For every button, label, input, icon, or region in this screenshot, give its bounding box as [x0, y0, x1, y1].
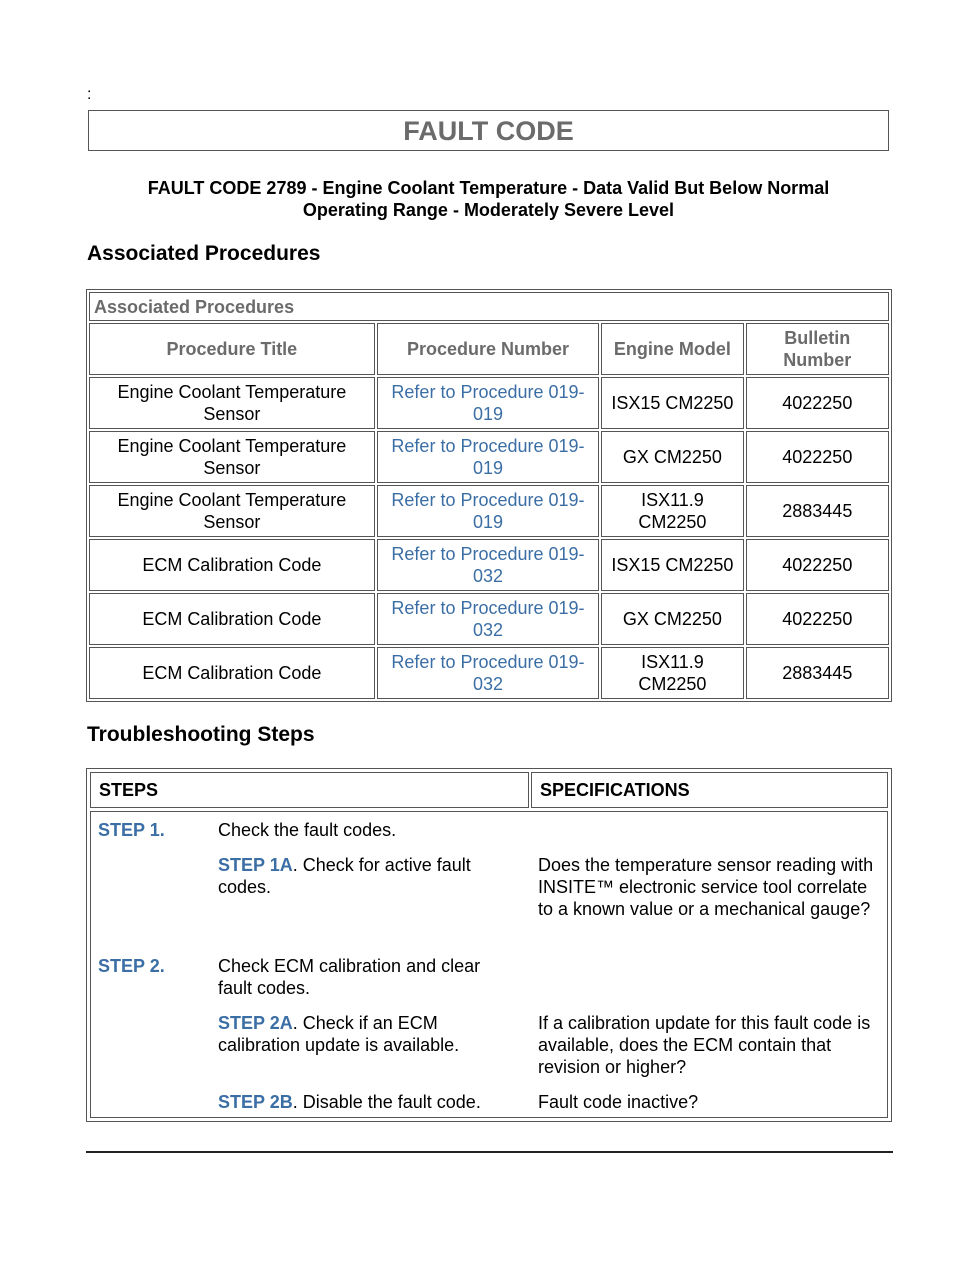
engine-model-cell: ISX15 CM2250	[601, 377, 743, 429]
step-1-text: Check the fault codes.	[218, 820, 397, 840]
troubleshooting-steps-table	[86, 768, 892, 1122]
procedure-title-cell: ECM Calibration Code	[89, 539, 375, 591]
bulletin-number-cell: 4022250	[746, 377, 889, 429]
engine-model-cell: ISX11.9 CM2250	[601, 647, 743, 699]
bulletin-number-cell: 4022250	[746, 431, 889, 483]
procedure-title-cell: Engine Coolant Temperature Sensor	[89, 485, 375, 537]
bulletin-number-cell: 4022250	[746, 593, 889, 645]
step-2b-text: . Disable the fault code.	[292, 1092, 481, 1112]
procedure-link[interactable]: Refer to Procedure 019-032	[377, 539, 600, 591]
engine-model-cell: GX CM2250	[601, 431, 743, 483]
column-header-engine-model: Engine Model	[601, 323, 743, 375]
procedure-title-cell: ECM Calibration Code	[89, 593, 375, 645]
fault-code-banner: FAULT CODE	[88, 110, 889, 151]
step-2b-spec: Fault code inactive?	[538, 1092, 699, 1112]
procedure-link[interactable]: Refer to Procedure 019-032	[377, 647, 600, 699]
step-2a-label[interactable]: STEP 2A	[218, 1013, 293, 1033]
associated-procedures-table	[86, 289, 892, 702]
column-header-bulletin-number: Bulletin Number	[746, 323, 889, 375]
troubleshooting-steps-heading: Troubleshooting Steps	[87, 723, 315, 746]
engine-model-cell: ISX11.9 CM2250	[601, 485, 743, 537]
step-1a-text: . Check for active fault codes.	[218, 855, 471, 897]
procedure-link[interactable]: Refer to Procedure 019-019	[377, 377, 600, 429]
table-row	[89, 593, 889, 645]
bulletin-number-cell: 2883445	[746, 485, 889, 537]
step-2-text: Check ECM calibration and clear fault codes.	[218, 956, 481, 998]
fault-code-title	[88, 177, 889, 221]
step-1a	[218, 854, 518, 898]
fault-code-title-line2: Operating Range - Moderately Severe Level	[302, 200, 675, 220]
top-mark: :	[87, 86, 92, 103]
associated-procedures-heading: Associated Procedures	[87, 242, 321, 265]
steps-body	[90, 811, 888, 1118]
steps-column-header: STEPS	[90, 772, 529, 808]
step-2a	[218, 1012, 518, 1056]
specifications-column-header: SPECIFICATIONS	[531, 772, 888, 808]
engine-model-cell: GX CM2250	[601, 593, 743, 645]
step-2b	[218, 1091, 538, 1113]
procedure-link[interactable]: Refer to Procedure 019-019	[377, 431, 600, 483]
step-1-label[interactable]: STEP 1.	[98, 820, 165, 840]
step-2a-spec: If a calibration update for this fault code is available, does the ECM contain that revision or higher?	[538, 1013, 871, 1077]
procedure-link[interactable]: Refer to Procedure 019-019	[377, 485, 600, 537]
step-1a-spec: Does the temperature sensor reading with INSITE™ electronic service tool correlate to a known value or a mechanical gauge?	[538, 855, 874, 919]
bulletin-number-cell: 4022250	[746, 539, 889, 591]
table-row	[89, 539, 889, 591]
step-2b-label[interactable]: STEP 2B	[218, 1092, 293, 1112]
step-1a-label[interactable]: STEP 1A	[218, 855, 293, 875]
bottom-divider	[86, 1151, 893, 1153]
table-row	[89, 647, 889, 699]
table-row	[89, 485, 889, 537]
procedure-title-cell: Engine Coolant Temperature Sensor	[89, 377, 375, 429]
bulletin-number-cell: 2883445	[746, 647, 889, 699]
procedure-title-cell: Engine Coolant Temperature Sensor	[89, 431, 375, 483]
procedure-title-cell: ECM Calibration Code	[89, 647, 375, 699]
table-row	[89, 377, 889, 429]
procedure-link[interactable]: Refer to Procedure 019-032	[377, 593, 600, 645]
table-row	[89, 431, 889, 483]
column-header-procedure-number: Procedure Number	[377, 323, 600, 375]
step-2-label[interactable]: STEP 2.	[98, 956, 165, 976]
fault-code-title-line1: FAULT CODE 2789 - Engine Coolant Temperature - Data Valid But Below Normal	[147, 178, 830, 198]
column-header-procedure-title: Procedure Title	[89, 323, 375, 375]
step-2a-text: . Check if an ECM calibration update is available.	[218, 1013, 460, 1055]
engine-model-cell: ISX15 CM2250	[601, 539, 743, 591]
table-caption: Associated Procedures	[89, 292, 889, 321]
